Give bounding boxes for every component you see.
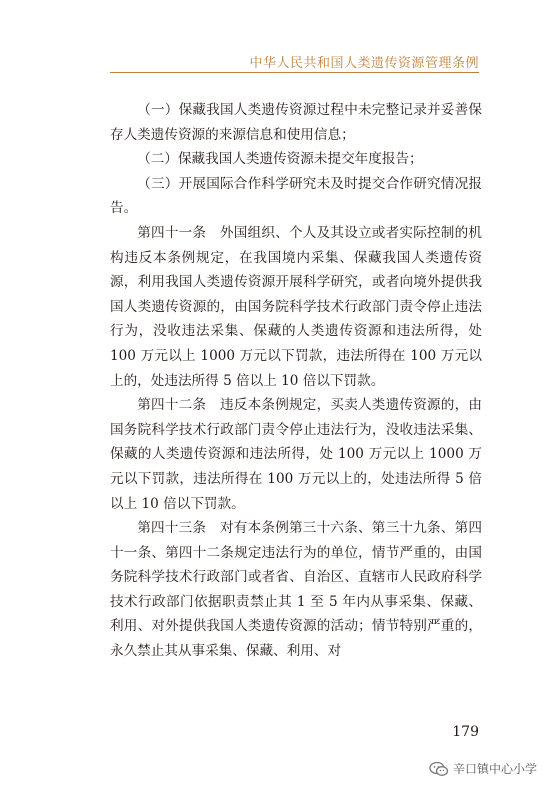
header-divider [110,72,479,73]
paragraph: 第四十一条 外国组织、个人及其设立或者实际控制的机构违反本条例规定，在我国境内采集、保藏我国人类遗传资源，利用我国人类遗传资源开展科学研究，或者向境外提供我国人类遗传资源的，由国务院科学技术行政部门责令停止违法行为，没收违法采集、保藏的人类遗传资源和违法所得，处 100 万元以上 1000 万元以下罚款，违法所得在 100 万元以上的，处违法所得 5 倍以上 10 倍以下罚款。 [110,224,482,389]
running-header-title: 中华人民共和国人类遗传资源管理条例 [249,56,479,71]
watermark-text: 辛口镇中心小学 [452,762,537,776]
wechat-icon [429,761,449,777]
paragraph: （一）保藏我国人类遗传资源过程中未完整记录并妥善保存人类遗传资源的来源信息和使用信息； [110,102,482,143]
paragraph: （二）保藏我国人类遗传资源未提交年度报告； [137,151,423,168]
paragraph: 第四十二条 违反本条例规定，买卖人类遗传资源的，由国务院科学技术行政部门责令停止违法行为，没收违法采集、保藏的人类遗传资源和违法所得，处 100 万元以上 1000 万元以下罚款，违法所得在 100 万元以上的，处违法所得 5 倍以上 10 倍以下罚款。 [110,397,482,512]
watermark [429,760,537,777]
paragraph: （三）开展国际合作科学研究未及时提交合作研究情况报告。 [110,175,482,217]
page-number: 179 [452,724,479,740]
document-body [110,98,482,664]
paragraph: 第四十三条 对有本条例第三十六条、第三十九条、第四十一条、第四十二条规定违法行为的单位，情节严重的，由国务院科学技术行政部门或者省、自治区、直辖市人民政府科学技术行政部门依据职责禁止其 1 至 5 年内从事采集、保藏、利用、对外提供我国人类遗传资源的活动；情节特别严重的，永久禁止其从事采集、保藏、利用、对 [110,520,482,660]
